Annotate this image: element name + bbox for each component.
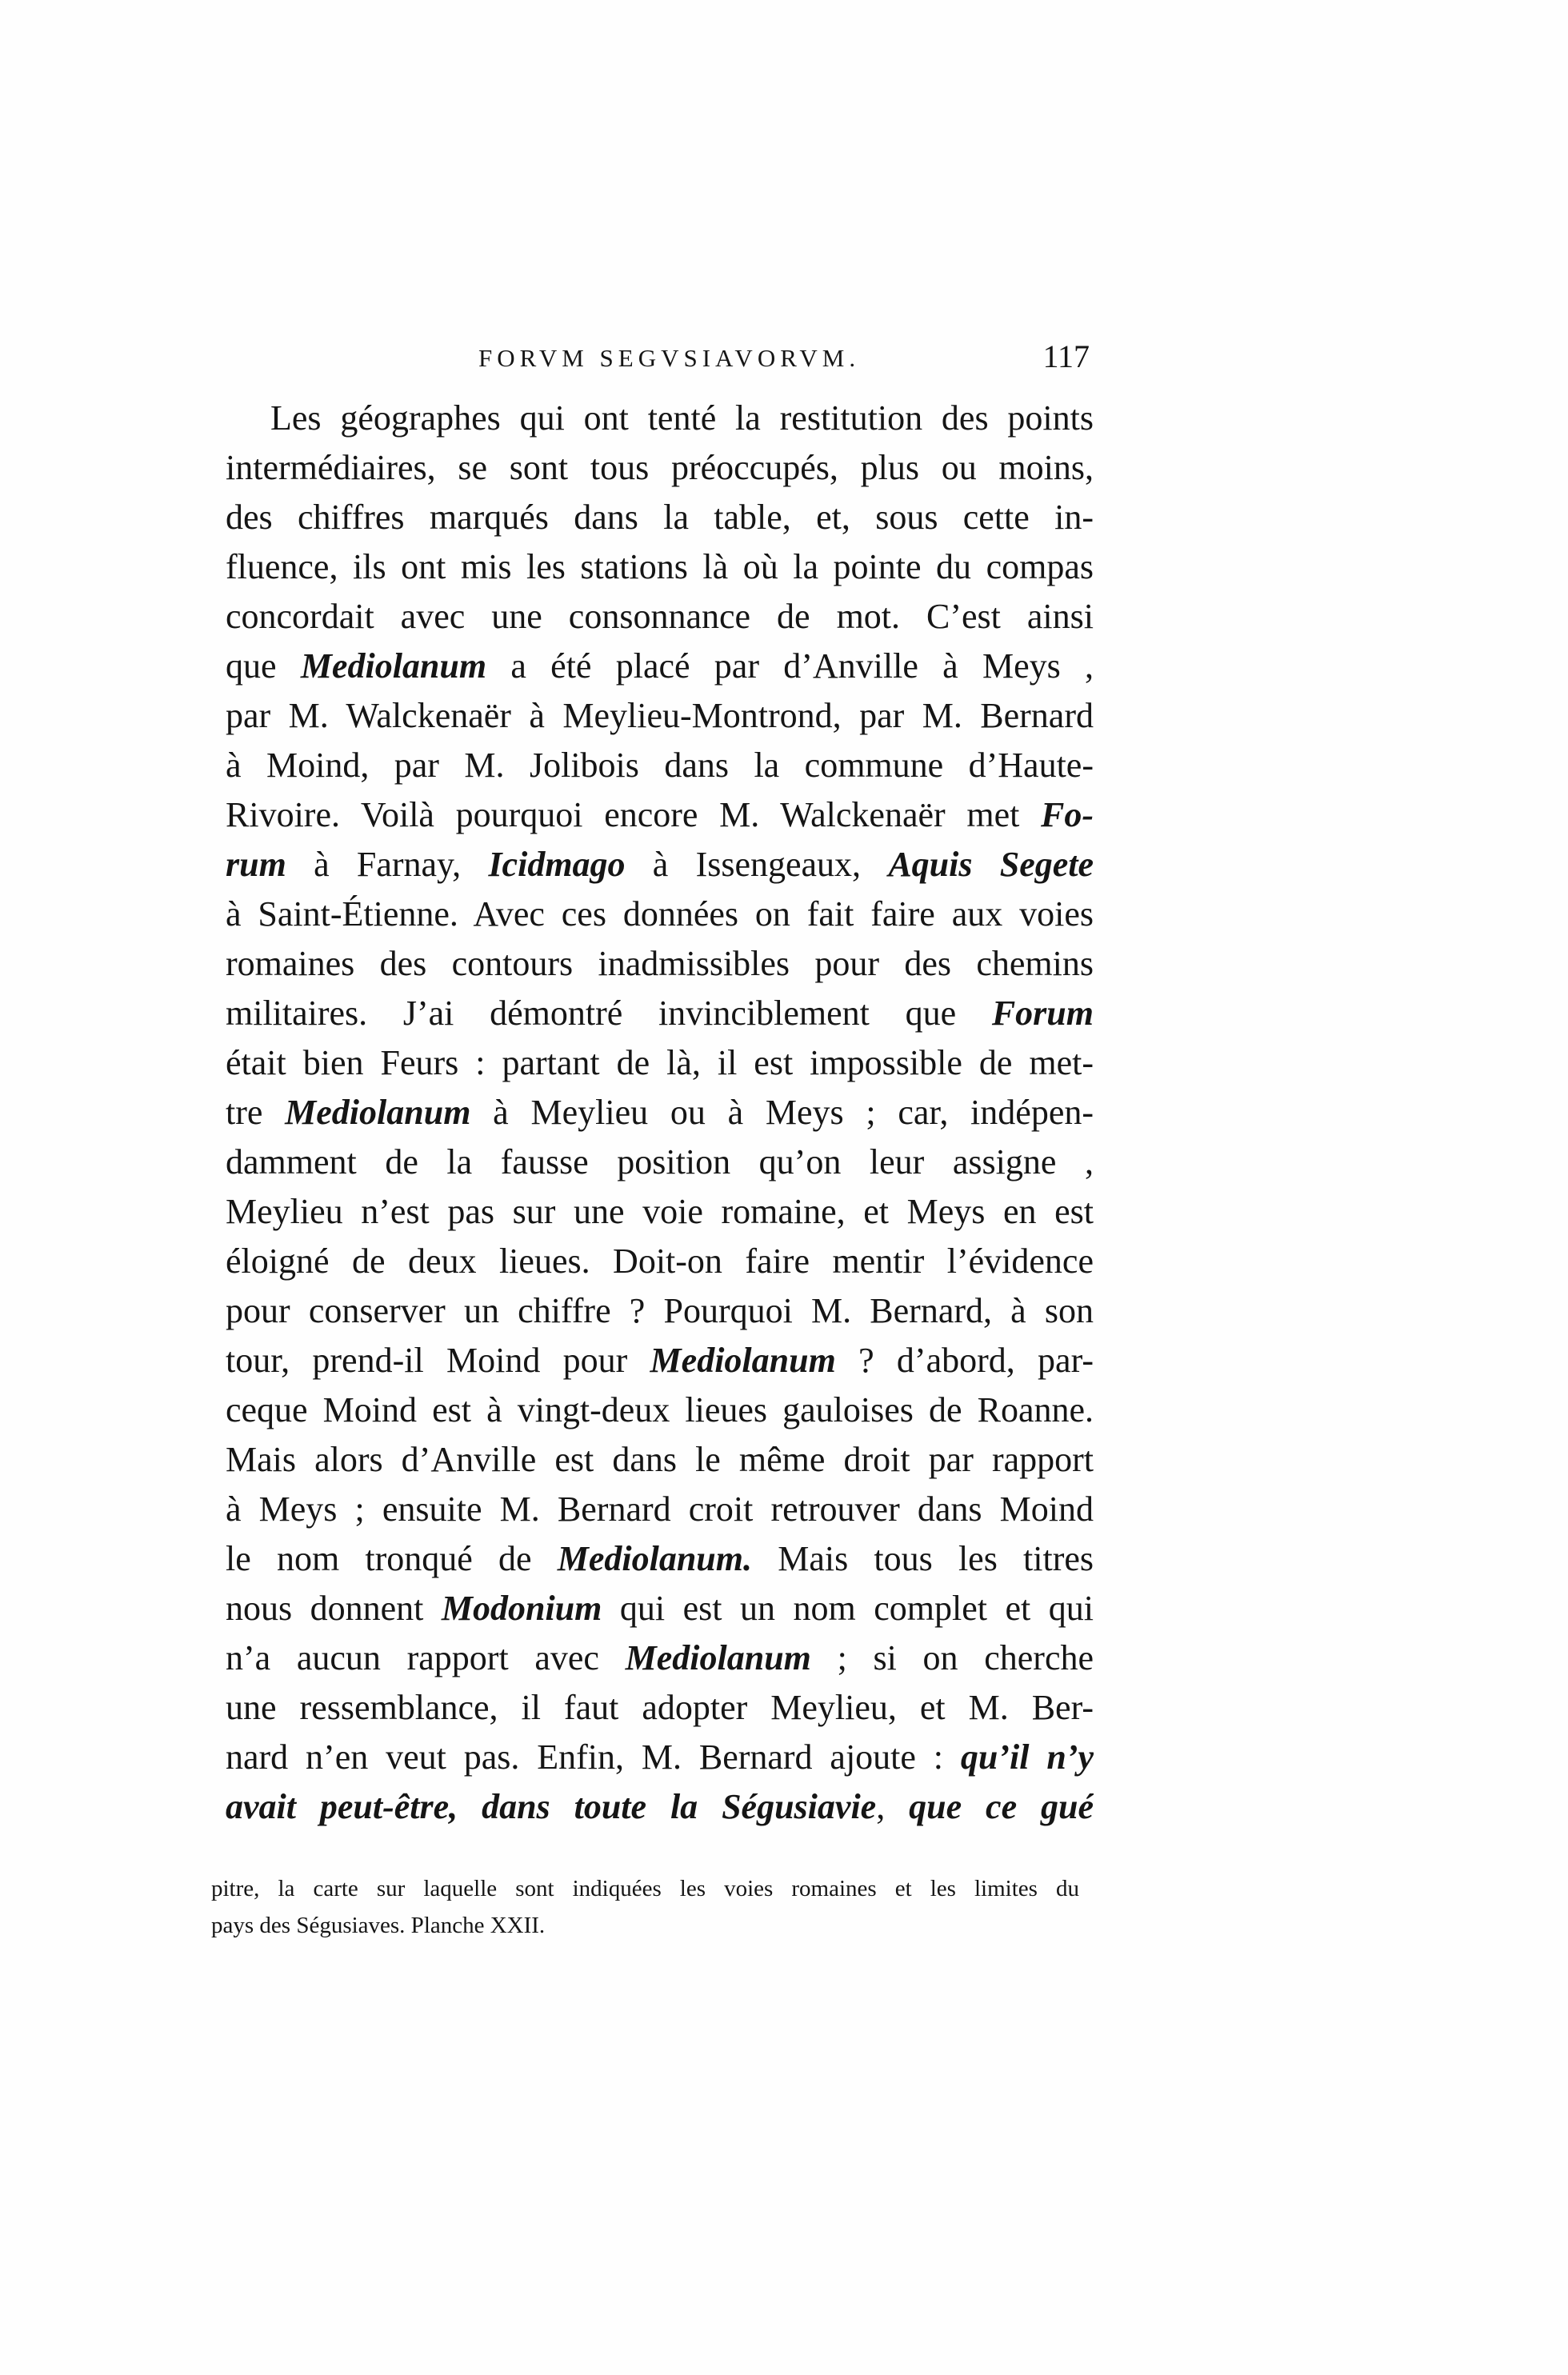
italic-term: Forum (991, 994, 1094, 1033)
text-run: romaines des contours inadmissibles pour des chemins (226, 944, 1094, 983)
text-line (226, 1633, 1094, 1683)
running-head (226, 338, 1090, 386)
text-run: Mais alors d’Anville est dans le même droit par rapport (226, 1440, 1094, 1479)
italic-term: Mediolanum. (557, 1539, 752, 1578)
italic-term: qu’il n’y (960, 1737, 1094, 1777)
text-line (226, 1733, 1094, 1782)
text-line (226, 542, 1094, 592)
text-line (226, 741, 1094, 790)
main-text (226, 394, 1094, 1832)
text-line (226, 790, 1094, 840)
text-run: n’a aucun rapport avec (226, 1638, 626, 1677)
italic-term: Modonium (441, 1589, 602, 1628)
text-line (226, 691, 1094, 741)
text-run: éloigné de deux lieues. Doit-on faire mentir l’évidence (226, 1241, 1094, 1281)
text-run: à Farnay, (286, 845, 489, 884)
text-run: militaires. J’ai démontré invinciblement que (226, 994, 992, 1033)
text-line (226, 1534, 1094, 1584)
text-run: à Issengeaux, (625, 845, 889, 884)
text-line (226, 989, 1094, 1038)
text-run: qui est un nom complet et qui (602, 1589, 1094, 1628)
text-line (226, 1336, 1094, 1385)
text-run: à Saint-Étienne. Avec ces données on fait faire aux voies (226, 894, 1094, 934)
text-run: le nom tronqué de (226, 1539, 558, 1578)
italic-term: Mediolanum (650, 1341, 836, 1380)
text-run: ? d’abord, par- (835, 1341, 1094, 1380)
text-run: intermédiaires, se sont tous préoccupés, plus ou moins, (226, 448, 1094, 487)
text-run: damment de la fausse position qu’on leur assigne , (226, 1142, 1094, 1182)
italic-term: Icidmago (488, 845, 626, 884)
text-line (226, 1485, 1094, 1534)
text-run: des chiffres marqués dans la table, et, sous cette in- (226, 498, 1094, 537)
text-line (226, 939, 1094, 989)
text-run: à Moind, par M. Jolibois dans la commune d’Haute- (226, 746, 1094, 785)
text-run: à Meylieu ou à Meys ; car, indépen- (470, 1093, 1094, 1132)
text-line (226, 592, 1094, 642)
italic-term: que ce gué (909, 1787, 1094, 1826)
text-line (226, 1385, 1094, 1435)
text-line (226, 1187, 1094, 1237)
italic-term: Fo- (1041, 795, 1094, 834)
text-line (226, 394, 1094, 443)
text-line (226, 642, 1094, 691)
text-line (226, 443, 1094, 493)
text-run: était bien Feurs : partant de là, il est impossible de met- (226, 1043, 1094, 1082)
text-line (226, 1286, 1094, 1336)
text-run: tre (226, 1093, 286, 1132)
text-run: Mais tous les titres (752, 1539, 1094, 1578)
text-run: fluence, ils ont mis les stations là où la pointe du compas (226, 547, 1094, 586)
text-run: par M. Walckenaër à Meylieu-Montrond, par M. Bernard (226, 696, 1094, 735)
text-run: Les géographes qui ont tenté la restitution des points (270, 398, 1094, 438)
text-run: tour, prend-il Moind pour (226, 1341, 650, 1380)
text-run: Rivoire. Voilà pourquoi encore M. Walckenaër met (226, 795, 1041, 834)
text-run: nous donnent (226, 1589, 442, 1628)
text-run: pour conserver un chiffre ? Pourquoi M. Bernard, à son (226, 1291, 1094, 1330)
text-run: Meylieu n’est pas sur une voie romaine, et Meys en est (226, 1192, 1094, 1231)
text-line (226, 1584, 1094, 1633)
italic-term: Mediolanum (285, 1093, 471, 1132)
text-run: a été placé par d’Anville à Meys , (486, 646, 1094, 686)
italic-term: Aquis Segete (888, 845, 1094, 884)
italic-term: Mediolanum (625, 1638, 811, 1677)
italic-term: avait peut-être, dans toute la Ségusiavie (226, 1787, 877, 1826)
text-run: concordait avec une consonnance de mot. C’est ainsi (226, 597, 1094, 636)
text-run: nard n’en veut pas. Enfin, M. Bernard ajoute : (226, 1737, 961, 1777)
text-line (226, 493, 1094, 542)
text-line (226, 1435, 1094, 1485)
text-line (226, 1782, 1094, 1832)
text-line (226, 1088, 1094, 1138)
text-line (226, 1038, 1094, 1088)
running-title: FORVM SEGVSIAVORVM. (478, 344, 861, 372)
footnote-line: pays des Ségusiaves. Planche XXII. (211, 1913, 546, 1938)
text-line (226, 840, 1094, 890)
text-line (226, 890, 1094, 939)
italic-term: Mediolanum (300, 646, 487, 686)
footnote (211, 1870, 1079, 1944)
text-run: à Meys ; ensuite M. Bernard croit retrouver dans Moind (226, 1489, 1094, 1529)
page-number: 117 (1042, 338, 1090, 374)
text-run: , (876, 1787, 910, 1826)
italic-term: rum (226, 845, 286, 884)
text-line (226, 1138, 1094, 1187)
text-run: ; si on cherche (810, 1638, 1094, 1677)
text-run: que (226, 646, 301, 686)
text-run: une ressemblance, il faut adopter Meylieu, et M. Ber- (226, 1688, 1094, 1727)
text-run: ceque Moind est à vingt-deux lieues gauloises de Roanne. (226, 1390, 1094, 1429)
text-line (226, 1237, 1094, 1286)
text-line (226, 1683, 1094, 1733)
footnote-line: pitre, la carte sur laquelle sont indiquées les voies romaines et les limites du (211, 1876, 1079, 1901)
